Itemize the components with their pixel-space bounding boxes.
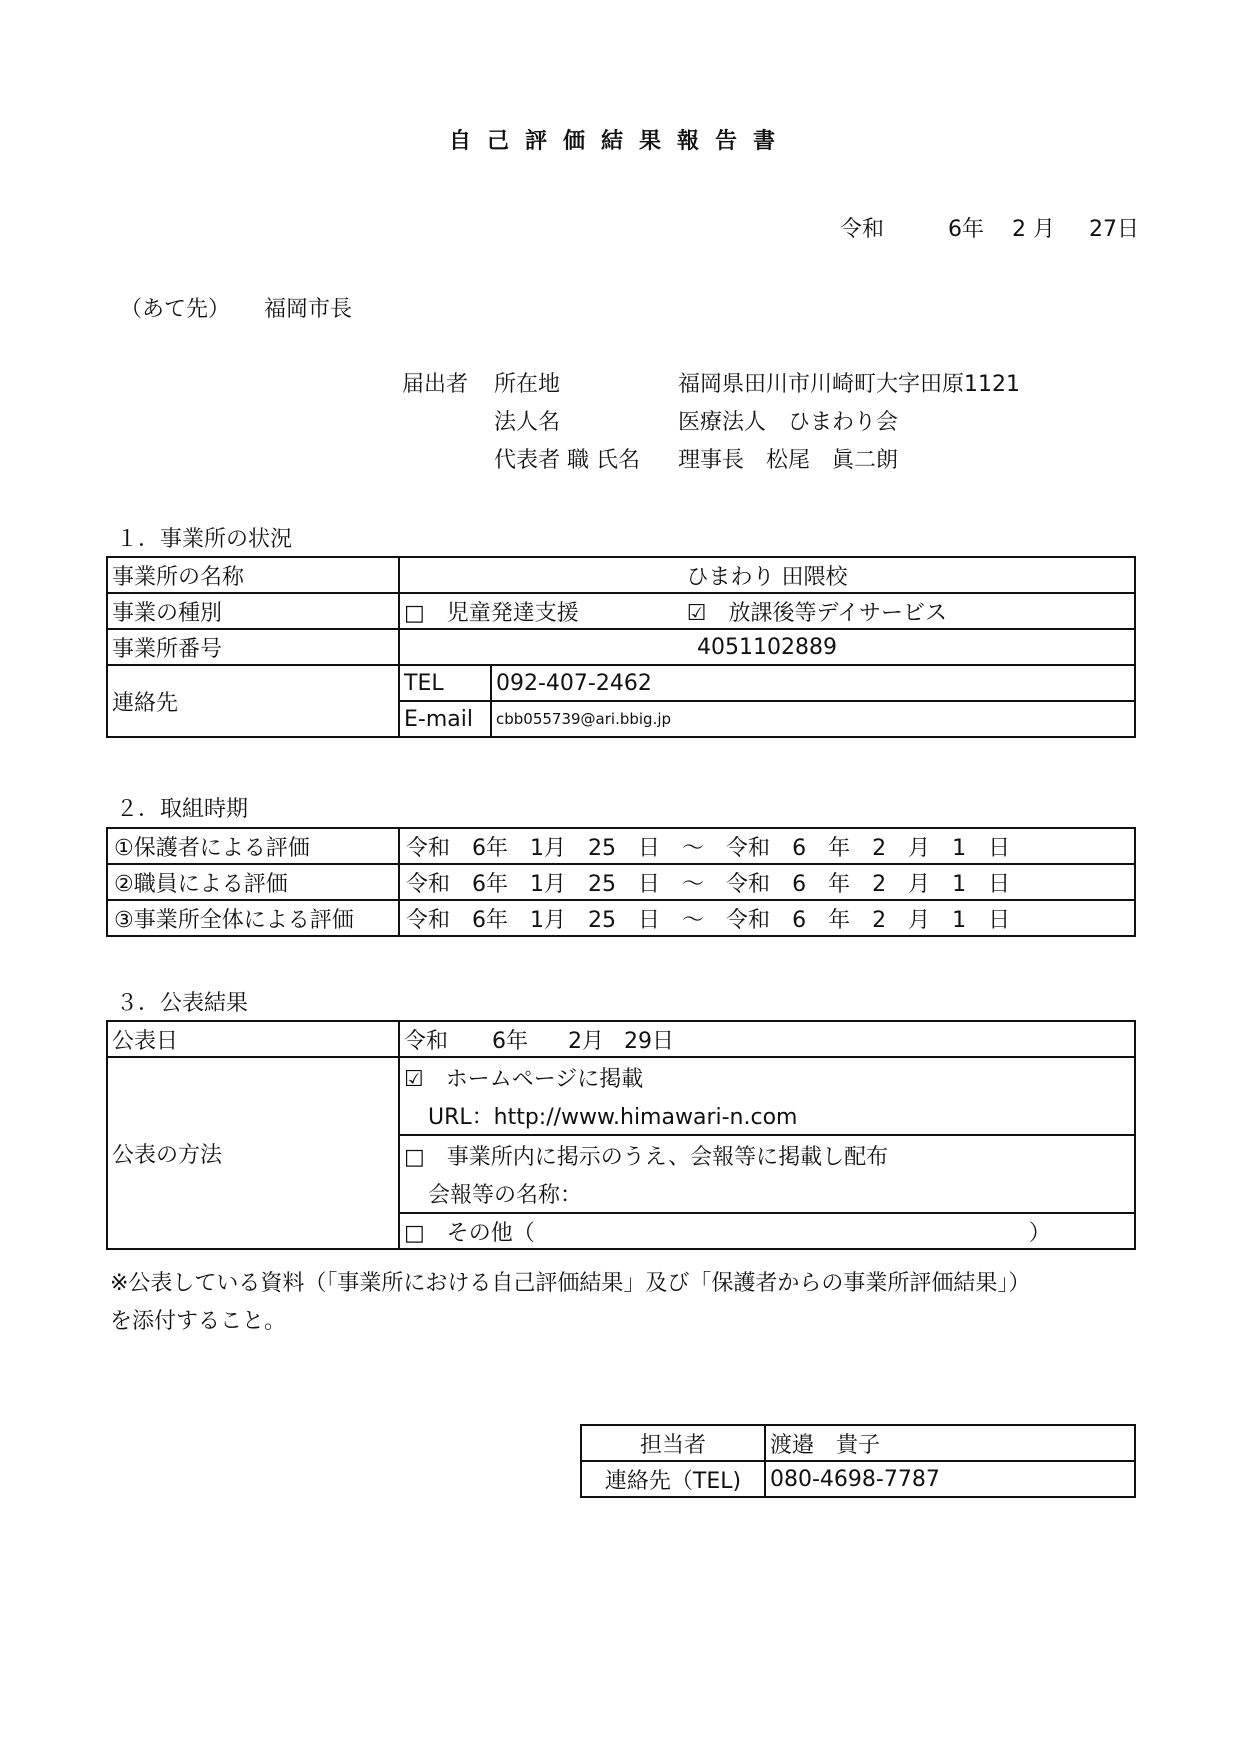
end-era: 令和 xyxy=(726,871,771,897)
person-tel-label: 連絡先（TEL) xyxy=(581,1461,765,1497)
method-other-close: ） xyxy=(1028,1220,1051,1246)
service-type-value xyxy=(399,593,1135,629)
person-name-label: 担当者 xyxy=(581,1425,765,1461)
person-tel-value: 080-4698-7787 xyxy=(765,1461,1135,1497)
method-homepage-check: ☑ ホームページに掲載 xyxy=(404,1066,644,1092)
method-bulletin xyxy=(399,1135,1135,1213)
publication-date-day: 29日 xyxy=(624,1028,675,1054)
method-bulletin-check: □ 事業所内に掲示のうえ、会報等に掲載し配布 xyxy=(404,1144,889,1170)
person-in-charge-table xyxy=(580,1424,1136,1498)
period-separator: ～ xyxy=(682,907,705,933)
end-year: 6 xyxy=(792,835,807,861)
facility-name-value: ひまわり 田隈校 xyxy=(399,557,1135,593)
method-other-check: □ その他（ xyxy=(404,1220,535,1246)
email-label: E-mail xyxy=(399,701,491,737)
facility-number-value: 4051102889 xyxy=(399,629,1135,665)
start-year: 6年 xyxy=(472,871,509,897)
report-date xyxy=(840,212,1139,243)
evaluation-label: ③事業所全体による評価 xyxy=(107,900,399,936)
publication-date-month: 2月 xyxy=(568,1028,605,1054)
attachment-note-line2: を添付すること。 xyxy=(110,1309,287,1334)
filer-label: 届出者 xyxy=(402,372,469,397)
start-era: 令和 xyxy=(406,907,451,933)
end-day-unit: 日 xyxy=(988,871,1011,897)
evaluation-label: ①保護者による評価 xyxy=(107,828,399,864)
evaluation-period-table xyxy=(106,827,1136,937)
section3-heading: ３．公表結果 xyxy=(116,991,249,1016)
evaluation-period xyxy=(399,864,1135,900)
address-label: 所在地 xyxy=(494,372,561,397)
recipient xyxy=(120,292,352,323)
end-day: 1 xyxy=(952,907,967,933)
start-day: 25 xyxy=(588,835,617,861)
email-value: cbb055739@ari.bbig.jp xyxy=(491,701,1135,737)
evaluation-period xyxy=(399,900,1135,936)
end-era: 令和 xyxy=(726,907,771,933)
facility-name-label: 事業所の名称 xyxy=(107,557,399,593)
start-month: 1月 xyxy=(530,871,567,897)
end-month: 2 xyxy=(872,835,887,861)
end-year-unit: 年 xyxy=(828,871,851,897)
tel-value: 092-407-2462 xyxy=(491,665,1135,701)
date-day: 27日 xyxy=(1089,217,1140,242)
publication-date-year: 6年 xyxy=(492,1028,529,1054)
facility-status-table xyxy=(106,556,1136,738)
start-era: 令和 xyxy=(406,835,451,861)
end-month: 2 xyxy=(872,907,887,933)
publication-method-label: 公表の方法 xyxy=(107,1057,399,1249)
attachment-note-line1: ※公表している資料（「事業所における自己評価結果」及び「保護者からの事業所評価結果」） xyxy=(110,1271,1031,1296)
date-year: 6年 xyxy=(948,217,985,242)
person-name-value: 渡邉 貴子 xyxy=(765,1425,1135,1461)
evaluation-row xyxy=(107,828,1135,864)
corp-label: 法人名 xyxy=(494,410,561,435)
method-homepage-url: URL：http://www.himawari-n.com xyxy=(428,1104,798,1130)
end-month: 2 xyxy=(872,871,887,897)
service-type-option-after-school: ☑ 放課後等デイサービス xyxy=(686,600,947,626)
corp-value: 医療法人 ひまわり会 xyxy=(678,410,899,435)
tel-label: TEL xyxy=(399,665,491,701)
publication-date-label: 公表日 xyxy=(107,1021,399,1057)
end-year-unit: 年 xyxy=(828,907,851,933)
start-month: 1月 xyxy=(530,907,567,933)
end-month-unit: 月 xyxy=(908,907,931,933)
end-day-unit: 日 xyxy=(988,835,1011,861)
evaluation-row xyxy=(107,900,1135,936)
facility-number-label: 事業所番号 xyxy=(107,629,399,665)
contact-label: 連絡先 xyxy=(107,665,399,737)
end-day: 1 xyxy=(952,871,967,897)
section2-heading: ２．取組時期 xyxy=(116,797,249,822)
start-month: 1月 xyxy=(530,835,567,861)
recipient-value: 福岡市長 xyxy=(264,297,353,322)
method-other xyxy=(399,1213,1135,1249)
date-era: 令和 xyxy=(840,217,885,242)
start-day-unit: 日 xyxy=(638,871,661,897)
publication-date-value xyxy=(399,1021,1135,1057)
method-bulletin-name: 会報等の名称： xyxy=(428,1182,583,1208)
date-month: 2 月 xyxy=(1012,217,1056,242)
start-year: 6年 xyxy=(472,907,509,933)
end-year: 6 xyxy=(792,871,807,897)
section1-heading: １．事業所の状況 xyxy=(116,527,293,552)
end-year-unit: 年 xyxy=(828,835,851,861)
publication-table xyxy=(106,1020,1136,1250)
publication-date-era: 令和 xyxy=(404,1028,449,1054)
end-month-unit: 月 xyxy=(908,835,931,861)
evaluation-row xyxy=(107,864,1135,900)
end-year: 6 xyxy=(792,907,807,933)
service-type-label: 事業の種別 xyxy=(107,593,399,629)
start-day-unit: 日 xyxy=(638,835,661,861)
document-title: 自己評価結果報告書 xyxy=(448,129,791,154)
start-day-unit: 日 xyxy=(638,907,661,933)
period-separator: ～ xyxy=(682,835,705,861)
address-value: 福岡県田川市川崎町大字田原1121 xyxy=(678,372,1020,397)
start-day: 25 xyxy=(588,871,617,897)
period-separator: ～ xyxy=(682,871,705,897)
rep-value: 理事長 松尾 眞二朗 xyxy=(678,448,899,473)
method-homepage xyxy=(399,1057,1135,1135)
start-era: 令和 xyxy=(406,871,451,897)
service-type-option-child-dev: □ 児童発達支援 xyxy=(404,600,579,626)
evaluation-label: ②職員による評価 xyxy=(107,864,399,900)
rep-label: 代表者 職 氏名 xyxy=(494,448,640,473)
end-day: 1 xyxy=(952,835,967,861)
start-year: 6年 xyxy=(472,835,509,861)
end-month-unit: 月 xyxy=(908,871,931,897)
evaluation-period xyxy=(399,828,1135,864)
end-era: 令和 xyxy=(726,835,771,861)
start-day: 25 xyxy=(588,907,617,933)
end-day-unit: 日 xyxy=(988,907,1011,933)
recipient-label: （あて先） xyxy=(120,297,231,322)
